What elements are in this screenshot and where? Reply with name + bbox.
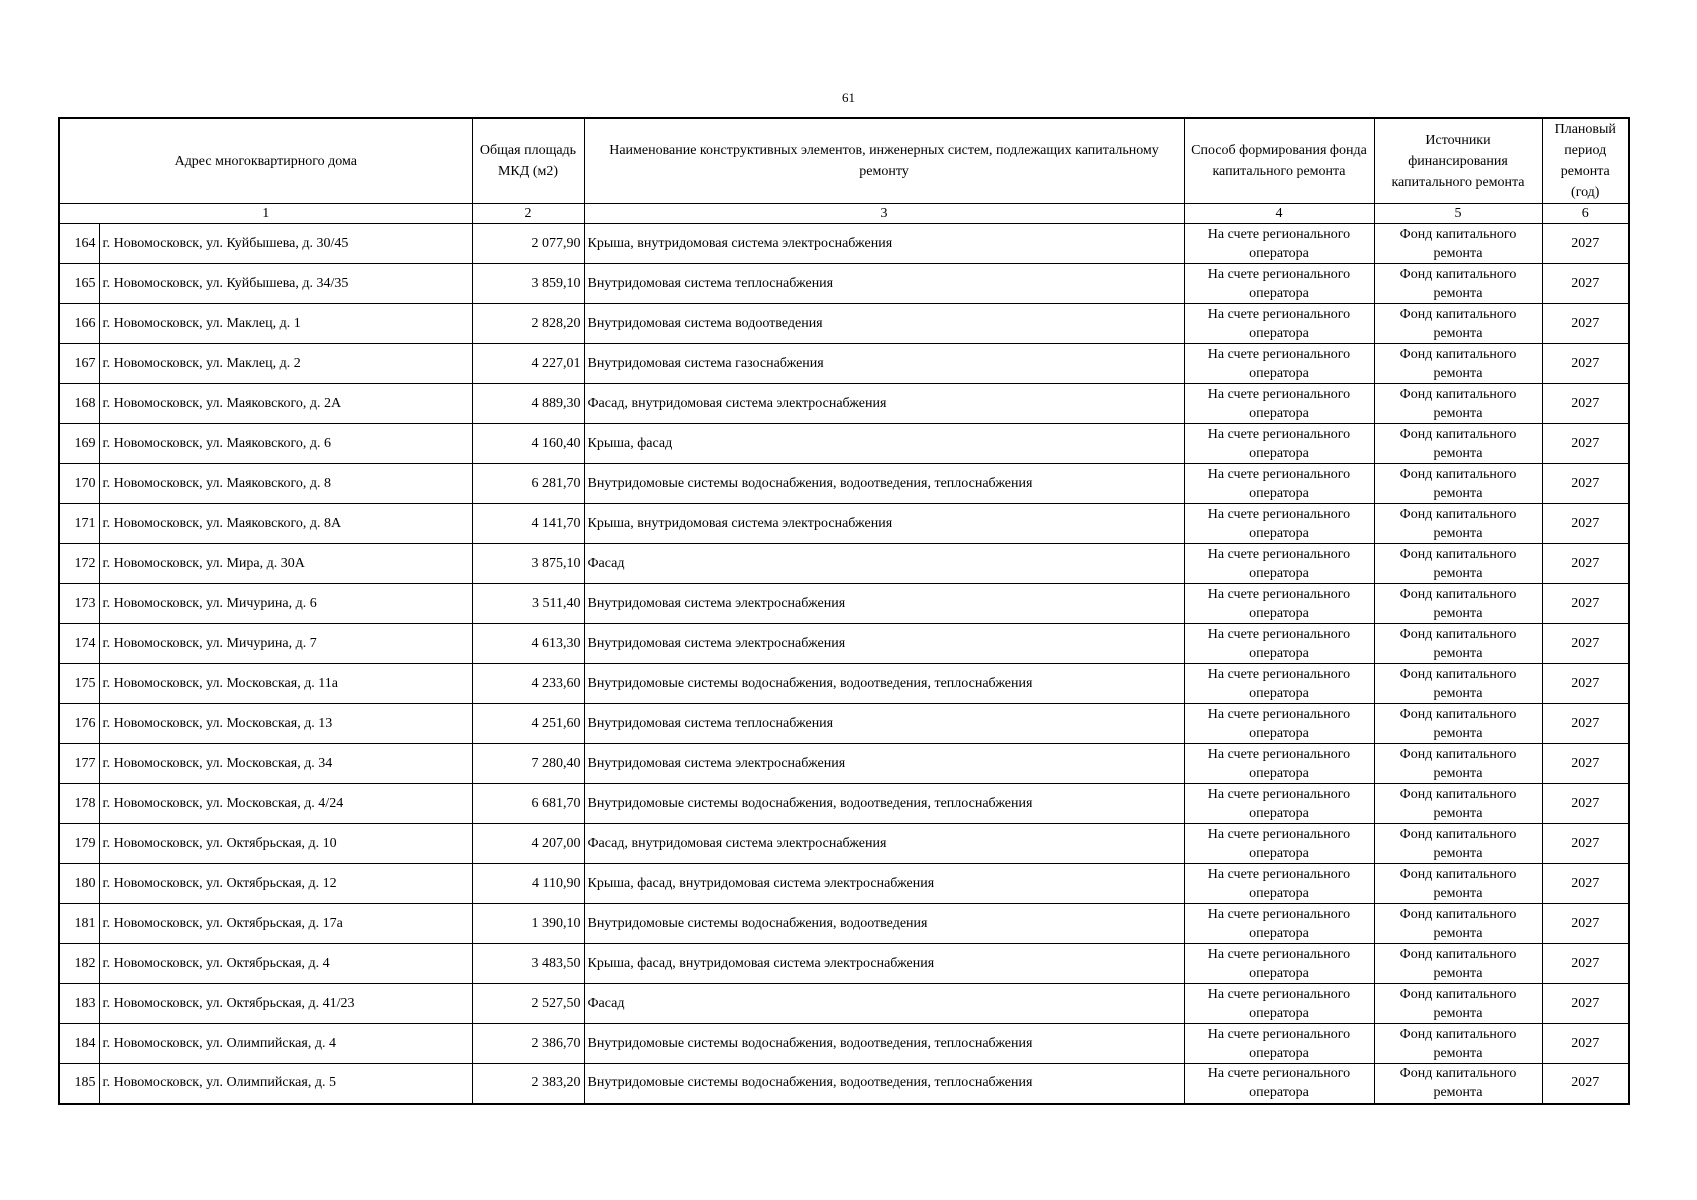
- address-cell: г. Новомосковск, ул. Московская, д. 34: [99, 744, 472, 784]
- method-cell: На счете регионального оператора: [1184, 744, 1374, 784]
- table-row: [59, 424, 1629, 464]
- source-cell: Фонд капитального ремонта: [1374, 424, 1542, 464]
- method-cell: На счете регионального оператора: [1184, 704, 1374, 744]
- column-number: 6: [1542, 204, 1629, 224]
- area-cell: 3 483,50: [472, 944, 584, 984]
- address-cell: г. Новомосковск, ул. Маяковского, д. 6: [99, 424, 472, 464]
- address-cell: г. Новомосковск, ул. Октябрьская, д. 4: [99, 944, 472, 984]
- source-cell: Фонд капитального ремонта: [1374, 224, 1542, 264]
- table-row: [59, 224, 1629, 264]
- work-cell: Внутридомовые системы водоснабжения, водоотведения, теплоснабжения: [584, 464, 1184, 504]
- method-cell: На счете регионального оператора: [1184, 424, 1374, 464]
- source-cell: Фонд капитального ремонта: [1374, 984, 1542, 1024]
- year-cell: 2027: [1542, 704, 1629, 744]
- area-cell: 2 527,50: [472, 984, 584, 1024]
- work-cell: Фасад, внутридомовая система электроснабжения: [584, 824, 1184, 864]
- address-cell: г. Новомосковск, ул. Маяковского, д. 8А: [99, 504, 472, 544]
- area-cell: 4 251,60: [472, 704, 584, 744]
- header-source: Источники финансирования капитального ремонта: [1374, 118, 1542, 204]
- table-row: [59, 304, 1629, 344]
- address-cell: г. Новомосковск, ул. Маяковского, д. 2А: [99, 384, 472, 424]
- area-cell: 4 141,70: [472, 504, 584, 544]
- table-row: [59, 1024, 1629, 1064]
- area-cell: 2 828,20: [472, 304, 584, 344]
- column-number: 1: [59, 204, 472, 224]
- work-cell: Внутридомовая система газоснабжения: [584, 344, 1184, 384]
- area-cell: 2 383,20: [472, 1064, 584, 1104]
- row-number: 181: [59, 904, 99, 944]
- table-row: [59, 824, 1629, 864]
- table-row: [59, 944, 1629, 984]
- row-number: 168: [59, 384, 99, 424]
- row-number: 172: [59, 544, 99, 584]
- address-cell: г. Новомосковск, ул. Олимпийская, д. 5: [99, 1064, 472, 1104]
- area-cell: 2 386,70: [472, 1024, 584, 1064]
- area-cell: 2 077,90: [472, 224, 584, 264]
- header-area: Общая площадь МКД (м2): [472, 118, 584, 204]
- source-cell: Фонд капитального ремонта: [1374, 744, 1542, 784]
- table-body: [59, 224, 1629, 1104]
- method-cell: На счете регионального оператора: [1184, 824, 1374, 864]
- table-row: [59, 864, 1629, 904]
- area-cell: 4 227,01: [472, 344, 584, 384]
- work-cell: Внутридомовая система теплоснабжения: [584, 704, 1184, 744]
- address-cell: г. Новомосковск, ул. Мичурина, д. 7: [99, 624, 472, 664]
- table-row: [59, 904, 1629, 944]
- source-cell: Фонд капитального ремонта: [1374, 864, 1542, 904]
- table-row: [59, 584, 1629, 624]
- method-cell: На счете регионального оператора: [1184, 464, 1374, 504]
- year-cell: 2027: [1542, 624, 1629, 664]
- year-cell: 2027: [1542, 784, 1629, 824]
- source-cell: Фонд капитального ремонта: [1374, 824, 1542, 864]
- method-cell: На счете регионального оператора: [1184, 984, 1374, 1024]
- source-cell: Фонд капитального ремонта: [1374, 784, 1542, 824]
- year-cell: 2027: [1542, 904, 1629, 944]
- work-cell: Внутридомовая система электроснабжения: [584, 584, 1184, 624]
- area-cell: 4 889,30: [472, 384, 584, 424]
- area-cell: 4 207,00: [472, 824, 584, 864]
- method-cell: На счете регионального оператора: [1184, 944, 1374, 984]
- method-cell: На счете регионального оператора: [1184, 384, 1374, 424]
- work-cell: Крыша, внутридомовая система электроснабжения: [584, 224, 1184, 264]
- source-cell: Фонд капитального ремонта: [1374, 904, 1542, 944]
- table-row: [59, 344, 1629, 384]
- work-cell: Фасад: [584, 544, 1184, 584]
- address-cell: г. Новомосковск, ул. Маклец, д. 2: [99, 344, 472, 384]
- row-number: 173: [59, 584, 99, 624]
- method-cell: На счете регионального оператора: [1184, 904, 1374, 944]
- column-number: 4: [1184, 204, 1374, 224]
- source-cell: Фонд капитального ремонта: [1374, 624, 1542, 664]
- year-cell: 2027: [1542, 344, 1629, 384]
- work-cell: Крыша, фасад, внутридомовая система электроснабжения: [584, 864, 1184, 904]
- method-cell: На счете регионального оператора: [1184, 544, 1374, 584]
- row-number: 180: [59, 864, 99, 904]
- work-cell: Крыша, фасад, внутридомовая система электроснабжения: [584, 944, 1184, 984]
- table-row: [59, 704, 1629, 744]
- area-cell: 4 613,30: [472, 624, 584, 664]
- area-cell: 6 681,70: [472, 784, 584, 824]
- header-address: Адрес многоквартирного дома: [59, 118, 472, 204]
- source-cell: Фонд капитального ремонта: [1374, 464, 1542, 504]
- area-cell: 7 280,40: [472, 744, 584, 784]
- address-cell: г. Новомосковск, ул. Московская, д. 4/24: [99, 784, 472, 824]
- address-cell: г. Новомосковск, ул. Октябрьская, д. 17а: [99, 904, 472, 944]
- source-cell: Фонд капитального ремонта: [1374, 1064, 1542, 1104]
- row-number: 183: [59, 984, 99, 1024]
- address-cell: г. Новомосковск, ул. Мичурина, д. 6: [99, 584, 472, 624]
- address-cell: г. Новомосковск, ул. Куйбышева, д. 30/45: [99, 224, 472, 264]
- table-row: [59, 1064, 1629, 1104]
- year-cell: 2027: [1542, 224, 1629, 264]
- work-cell: Крыша, внутридомовая система электроснабжения: [584, 504, 1184, 544]
- work-cell: Внутридомовые системы водоснабжения, водоотведения, теплоснабжения: [584, 1064, 1184, 1104]
- table-row: [59, 264, 1629, 304]
- year-cell: 2027: [1542, 944, 1629, 984]
- address-cell: г. Новомосковск, ул. Олимпийская, д. 4: [99, 1024, 472, 1064]
- column-number: 3: [584, 204, 1184, 224]
- method-cell: На счете регионального оператора: [1184, 664, 1374, 704]
- year-cell: 2027: [1542, 744, 1629, 784]
- work-cell: Внутридомовая система теплоснабжения: [584, 264, 1184, 304]
- area-cell: 3 511,40: [472, 584, 584, 624]
- table-row: [59, 624, 1629, 664]
- method-cell: На счете регионального оператора: [1184, 304, 1374, 344]
- year-cell: 2027: [1542, 304, 1629, 344]
- work-cell: Фасад, внутридомовая система электроснабжения: [584, 384, 1184, 424]
- address-cell: г. Новомосковск, ул. Московская, д. 11а: [99, 664, 472, 704]
- method-cell: На счете регионального оператора: [1184, 264, 1374, 304]
- row-number: 174: [59, 624, 99, 664]
- header-method: Способ формирования фонда капитального ремонта: [1184, 118, 1374, 204]
- header-row: [59, 118, 1629, 204]
- year-cell: 2027: [1542, 824, 1629, 864]
- row-number: 182: [59, 944, 99, 984]
- column-number: 2: [472, 204, 584, 224]
- method-cell: На счете регионального оператора: [1184, 344, 1374, 384]
- year-cell: 2027: [1542, 464, 1629, 504]
- table-row: [59, 984, 1629, 1024]
- source-cell: Фонд капитального ремонта: [1374, 544, 1542, 584]
- row-number: 164: [59, 224, 99, 264]
- source-cell: Фонд капитального ремонта: [1374, 704, 1542, 744]
- source-cell: Фонд капитального ремонта: [1374, 944, 1542, 984]
- page-number: 61: [842, 90, 855, 105]
- work-cell: Фасад: [584, 984, 1184, 1024]
- header-period: Плановый период ремонта (год): [1542, 118, 1629, 204]
- row-number: 184: [59, 1024, 99, 1064]
- table-row: [59, 464, 1629, 504]
- year-cell: 2027: [1542, 424, 1629, 464]
- work-cell: Внутридомовая система электроснабжения: [584, 744, 1184, 784]
- row-number: 165: [59, 264, 99, 304]
- address-cell: г. Новомосковск, ул. Московская, д. 13: [99, 704, 472, 744]
- source-cell: Фонд капитального ремонта: [1374, 264, 1542, 304]
- row-number: 170: [59, 464, 99, 504]
- table-row: [59, 544, 1629, 584]
- row-number: 179: [59, 824, 99, 864]
- address-cell: г. Новомосковск, ул. Октябрьская, д. 10: [99, 824, 472, 864]
- table-row: [59, 784, 1629, 824]
- work-cell: Внутридомовые системы водоснабжения, водоотведения, теплоснабжения: [584, 784, 1184, 824]
- row-number: 176: [59, 704, 99, 744]
- area-cell: 6 281,70: [472, 464, 584, 504]
- address-cell: г. Новомосковск, ул. Октябрьская, д. 41/23: [99, 984, 472, 1024]
- method-cell: На счете регионального оператора: [1184, 224, 1374, 264]
- row-number: 166: [59, 304, 99, 344]
- area-cell: 4 160,40: [472, 424, 584, 464]
- source-cell: Фонд капитального ремонта: [1374, 304, 1542, 344]
- area-cell: 4 233,60: [472, 664, 584, 704]
- address-cell: г. Новомосковск, ул. Маклец, д. 1: [99, 304, 472, 344]
- method-cell: На счете регионального оператора: [1184, 1064, 1374, 1104]
- source-cell: Фонд капитального ремонта: [1374, 384, 1542, 424]
- method-cell: На счете регионального оператора: [1184, 624, 1374, 664]
- year-cell: 2027: [1542, 544, 1629, 584]
- column-number: 5: [1374, 204, 1542, 224]
- area-cell: 3 859,10: [472, 264, 584, 304]
- row-number: 175: [59, 664, 99, 704]
- area-cell: 4 110,90: [472, 864, 584, 904]
- work-cell: Внутридомовая система водоотведения: [584, 304, 1184, 344]
- work-cell: Внутридомовые системы водоснабжения, водоотведения, теплоснабжения: [584, 664, 1184, 704]
- column-number-row: [59, 204, 1629, 224]
- table-row: [59, 384, 1629, 424]
- method-cell: На счете регионального оператора: [1184, 864, 1374, 904]
- table-row: [59, 744, 1629, 784]
- year-cell: 2027: [1542, 264, 1629, 304]
- work-cell: Крыша, фасад: [584, 424, 1184, 464]
- table-row: [59, 504, 1629, 544]
- row-number: 185: [59, 1064, 99, 1104]
- row-number: 177: [59, 744, 99, 784]
- area-cell: 3 875,10: [472, 544, 584, 584]
- year-cell: 2027: [1542, 1064, 1629, 1104]
- row-number: 178: [59, 784, 99, 824]
- address-cell: г. Новомосковск, ул. Октябрьская, д. 12: [99, 864, 472, 904]
- source-cell: Фонд капитального ремонта: [1374, 504, 1542, 544]
- method-cell: На счете регионального оператора: [1184, 584, 1374, 624]
- year-cell: 2027: [1542, 504, 1629, 544]
- header-work: Наименование конструктивных элементов, инженерных систем, подлежащих капитальному ремонту: [584, 118, 1184, 204]
- work-cell: Внутридомовые системы водоснабжения, водоотведения: [584, 904, 1184, 944]
- source-cell: Фонд капитального ремонта: [1374, 664, 1542, 704]
- source-cell: Фонд капитального ремонта: [1374, 344, 1542, 384]
- address-cell: г. Новомосковск, ул. Маяковского, д. 8: [99, 464, 472, 504]
- row-number: 167: [59, 344, 99, 384]
- year-cell: 2027: [1542, 1024, 1629, 1064]
- row-number: 169: [59, 424, 99, 464]
- work-cell: Внутридомовые системы водоснабжения, водоотведения, теплоснабжения: [584, 1024, 1184, 1064]
- repair-schedule-table: [58, 117, 1630, 1105]
- address-cell: г. Новомосковск, ул. Куйбышева, д. 34/35: [99, 264, 472, 304]
- year-cell: 2027: [1542, 664, 1629, 704]
- year-cell: 2027: [1542, 384, 1629, 424]
- source-cell: Фонд капитального ремонта: [1374, 584, 1542, 624]
- year-cell: 2027: [1542, 584, 1629, 624]
- work-cell: Внутридомовая система электроснабжения: [584, 624, 1184, 664]
- area-cell: 1 390,10: [472, 904, 584, 944]
- method-cell: На счете регионального оператора: [1184, 1024, 1374, 1064]
- year-cell: 2027: [1542, 864, 1629, 904]
- address-cell: г. Новомосковск, ул. Мира, д. 30А: [99, 544, 472, 584]
- table-row: [59, 664, 1629, 704]
- method-cell: На счете регионального оператора: [1184, 504, 1374, 544]
- method-cell: На счете регионального оператора: [1184, 784, 1374, 824]
- row-number: 171: [59, 504, 99, 544]
- source-cell: Фонд капитального ремонта: [1374, 1024, 1542, 1064]
- year-cell: 2027: [1542, 984, 1629, 1024]
